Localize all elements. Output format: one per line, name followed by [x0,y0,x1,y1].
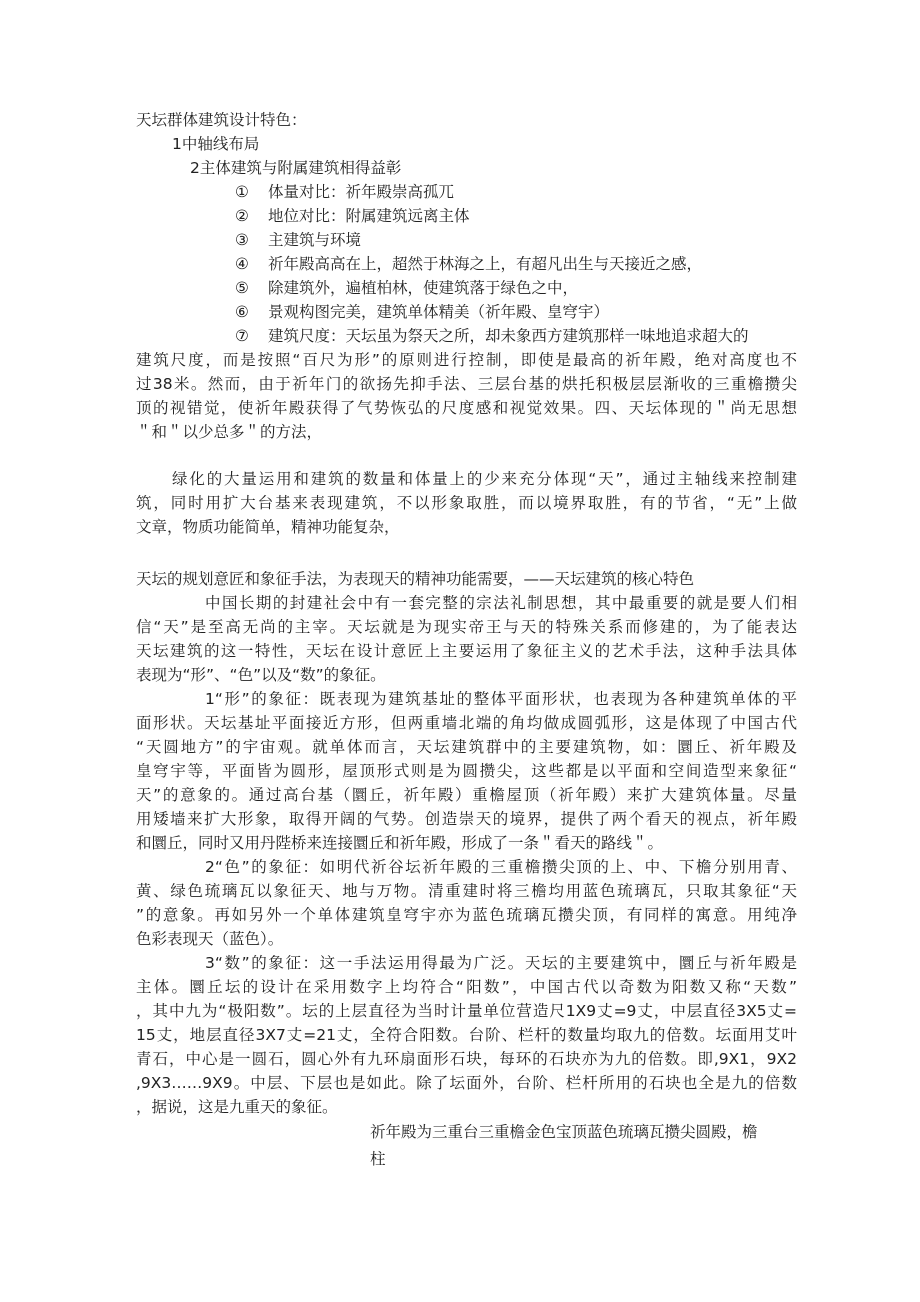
text-line: ＂和＂以少总多＂的方法， [136,423,323,441]
paragraph-shape-symbolism [136,687,797,855]
numbered-list [136,180,797,348]
list-item-number: ① [235,183,249,201]
paragraph-scale [136,348,797,444]
paragraph-hall-of-prayer [136,1119,797,1173]
text-line: 1“形”的象征：既表现为建筑基址的整体平面形状，也表现为各种建筑单体的平 [205,690,797,708]
list-item [136,276,797,300]
text-line: 建筑尺度，而是按照“百尺为形”的原则进行控制，即使是最高的祈年殿，绝对高度也不 [136,351,797,369]
text-line: 中国长期的封建社会中有一套完整的宗法礼制思想，其中最重要的就是要人们相 [205,594,797,612]
list-item-number: ⑥ [235,303,249,321]
document-body [136,108,797,1173]
paragraph-intro [136,591,797,687]
list-item-number: ③ [235,231,249,249]
list-item [136,180,797,204]
text-line: 天坛建筑的这一特性，天坛在设计意匠上主要运用了象征主义的艺术手法，这种手法具体 [136,642,797,660]
text-line: 色彩表现天（蓝色）。 [136,930,284,948]
text-line: 顶的视错觉，使祈年殿获得了气势恢弘的尺度感和视觉效果。四、天坛体现的＂尚无思想 [136,399,797,417]
text-line: 3“数”的象征：这一手法运用得最为广泛。天坛的主要建筑中，圜丘与祈年殿是 [205,954,797,972]
text-line: 信“天”是至高无尚的主宰。天坛就是为现实帝王与天的特殊关系而修建的，为了能表达 [136,618,797,636]
list-item-text: 祈年殿高高在上，超然于林海之上，有超凡出生与天接近之感， [268,255,703,273]
list-item [136,252,797,276]
text-line: ”的意象。再如另外一个单体建筑皇穹宇亦为蓝色琉璃瓦攒尖顶，有同样的寓意。用纯净 [136,906,797,924]
point-main-subsidiary: 2主体建筑与附属建筑相得益彰 [190,159,402,177]
list-item [136,228,797,252]
text-line: 面形状。天坛基址平面接近方形，但两重墙北端的角均做成圆弧形，这是体现了中国古代 [136,714,797,732]
text-line: 过38米。然而，由于祈年门的欲扬先抑手法、三层台基的烘托积极层层渐收的三重檐攒尖 [136,375,797,393]
text-line: “天圆地方”的宇宙观。就单体而言，天坛建筑群中的主要建筑物，如：圜丘、祈年殿及 [136,738,797,756]
heading: 天坛群体建筑设计特色： [136,111,307,129]
text-line: 皇穹宇等，平面皆为圆形，屋顶形式则是为圆攒尖，这些都是以平面和空间造型来象征“ [136,762,797,780]
text-line: ,9X3……9X9。中层、下层也是如此。除了坛面外，台阶、栏杆所用的石块也全是九的倍数 [136,1074,797,1092]
list-item-text: 建筑尺度：天坛虽为祭天之所，却未象西方建筑那样一味地追求超大的 [268,327,749,345]
paragraph-number-symbolism [136,951,797,1119]
paragraph-color-symbolism [136,855,797,951]
text-line: ，据说，这是九重天的象征。 [136,1098,338,1116]
list-item-text: 景观构图完美，建筑单体精美（祈年殿、皇穹宇） [268,303,610,321]
list-item-text: 地位对比：附属建筑远离主体 [268,207,470,225]
text-line: 主体。圜丘坛的设计在采用数字上均符合“阳数”，中国古代以奇数为阳数又称“天数” [136,978,797,996]
blank-line [136,539,797,567]
point-axis-layout: 1中轴线布局 [172,135,260,153]
text-line: 祈年殿为三重台三重檐金色宝顶蓝色琉璃瓦攒尖圆殿，檐 [370,1123,758,1141]
text-line: 天”的意象的。通过高台基（圜丘，祈年殿）重檐屋顶（祈年殿）来扩大建筑体量。尽量 [136,786,797,804]
list-item [136,300,797,324]
list-item [136,324,797,348]
text-line: ，其中九为“极阳数”。坛的上层直径为当时计量单位营造尺1X9丈=9丈，中层直径3X5丈= [136,1002,797,1020]
text-line: 绿化的大量运用和建筑的数量和体量上的少来充分体现“天”，通过主轴线来控制建 [172,470,797,488]
text-line: 和圜丘，同时又用丹陛桥来连接圜丘和祈年殿，形成了一条＂看天的路线＂。 [136,834,664,852]
list-item-text: 主建筑与环境 [268,231,362,249]
section-title: 天坛的规划意匠和象征手法，为表现天的精神功能需要，——天坛建筑的核心特色 [136,570,695,588]
blank-line [136,444,797,467]
list-item-text: 体量对比：祈年殿崇高孤兀 [268,183,455,201]
text-line: 黄、绿色琉璃瓦以象征天、地与万物。清重建时将三檐均用蓝色琉璃瓦，只取其象征“天 [136,882,797,900]
text-line: 文章，物质功能简单，精神功能复杂， [136,518,400,536]
text-line: 柱 [370,1150,386,1168]
text-line: 表现为“形”、“色”以及“数”的象征。 [136,666,386,684]
paragraph-greenery [136,467,797,539]
list-item-text: 除建筑外，遍植柏林，使建筑落于绿色之中， [268,279,579,297]
text-line: 青石，中心是一圆石，圆心外有九环扇面形石块，每环的石块亦为九的倍数。即,9X1，9X2 [136,1050,797,1068]
list-item-number: ④ [235,255,249,273]
list-item-number: ⑦ [235,327,249,345]
text-line: 筑，同时用扩大台基来表现建筑，不以形象取胜，而以境界取胜，有的节省，“无”上做 [136,494,797,512]
list-item-number: ⑤ [235,279,249,297]
text-line: 用矮墙来扩大形象，取得开阔的气势。创造崇天的境界，提供了两个看天的视点，祈年殿 [136,810,797,828]
list-item [136,204,797,228]
text-line: 15丈，地层直径3X7丈=21丈，全符合阳数。台阶、栏杆的数量均取九的倍数。坛面用艾叶 [136,1026,797,1044]
list-item-number: ② [235,207,249,225]
text-line: 2“色”的象征：如明代祈谷坛祈年殿的三重檐攒尖顶的上、中、下檐分别用青、 [205,858,797,876]
